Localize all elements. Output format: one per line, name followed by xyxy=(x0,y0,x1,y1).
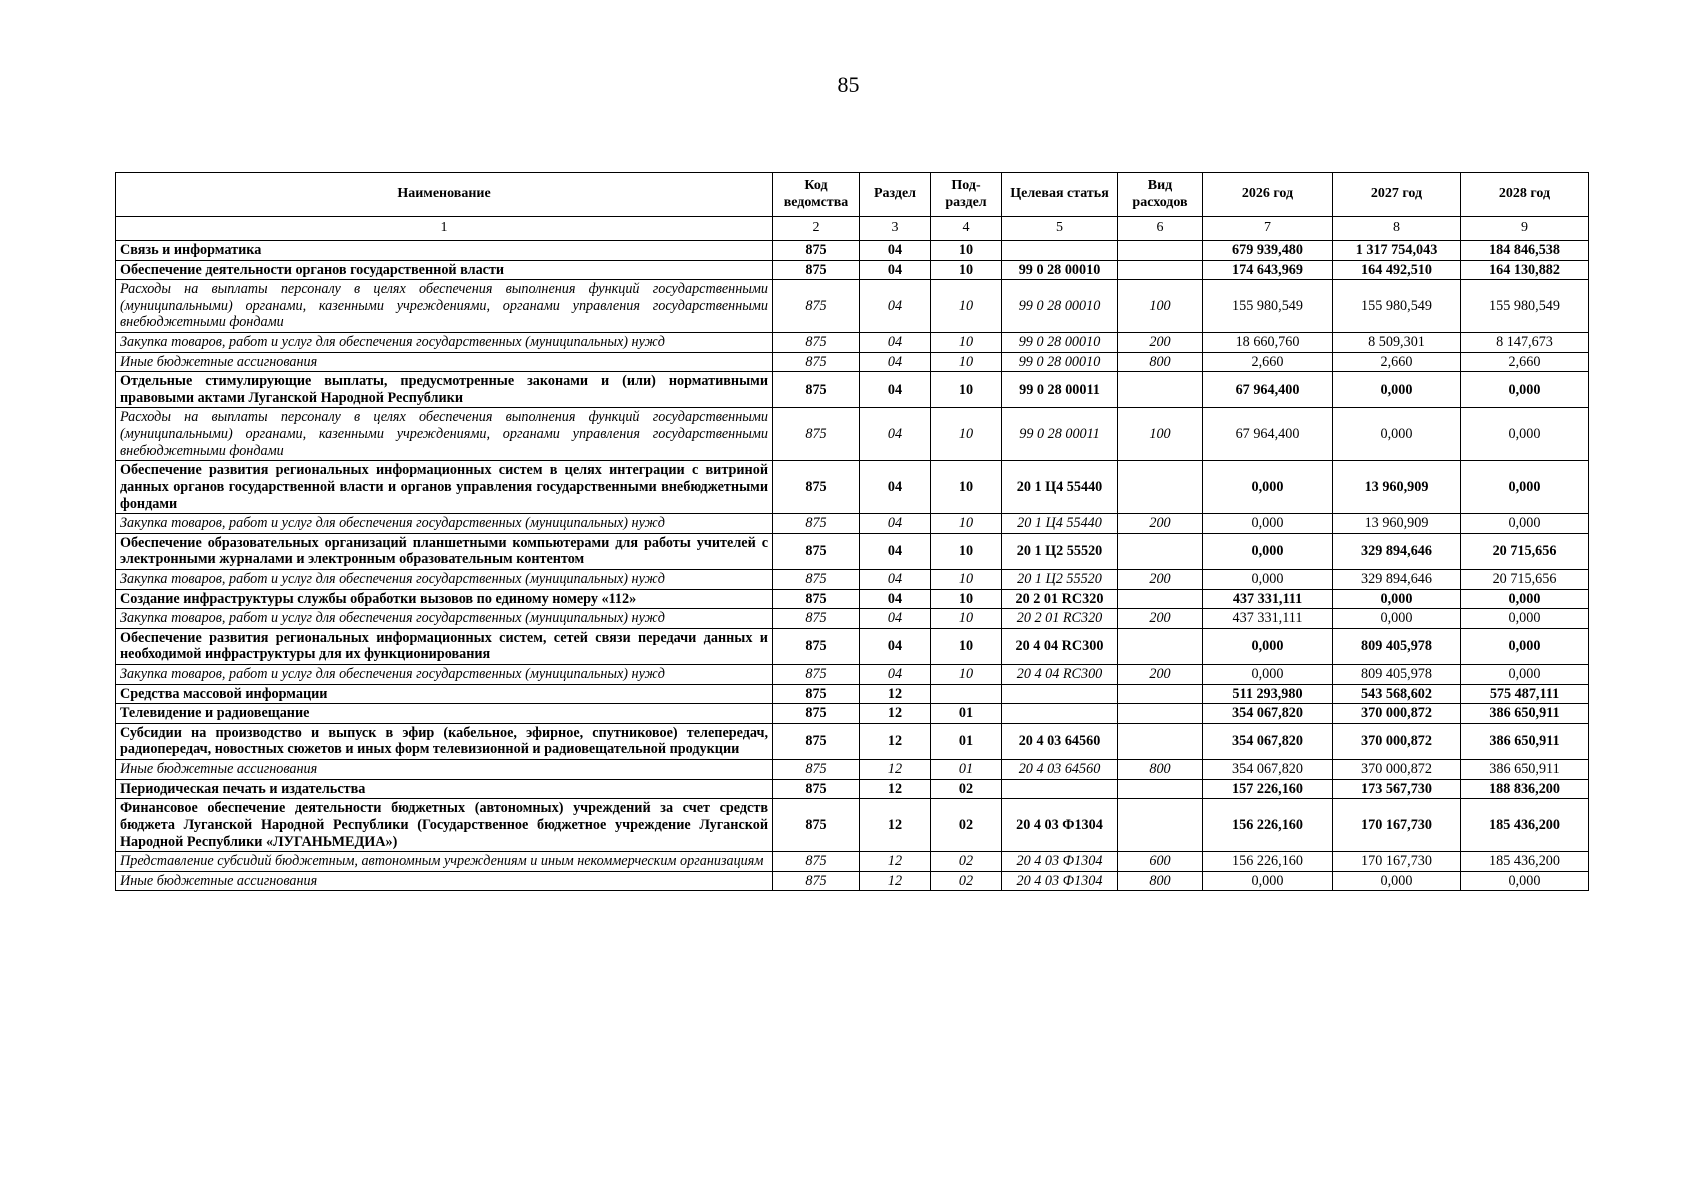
target-article-cell: 99 0 28 00010 xyxy=(1002,280,1118,333)
amount-2027-cell: 0,000 xyxy=(1333,609,1461,629)
agency-code-cell: 875 xyxy=(773,852,860,872)
table-row xyxy=(116,609,1589,629)
subsection-cell: 10 xyxy=(931,241,1002,261)
table-row xyxy=(116,461,1589,514)
subsection-cell xyxy=(931,684,1002,704)
amount-2027-cell: 0,000 xyxy=(1333,871,1461,891)
target-article-cell: 99 0 28 00011 xyxy=(1002,372,1118,408)
column-number-cell: 7 xyxy=(1203,217,1333,241)
amount-2026-cell: 679 939,480 xyxy=(1203,241,1333,261)
table-row xyxy=(116,684,1589,704)
section-cell: 04 xyxy=(860,280,931,333)
section-cell: 12 xyxy=(860,723,931,759)
agency-code-cell: 875 xyxy=(773,628,860,664)
amount-2027-cell: 155 980,549 xyxy=(1333,280,1461,333)
target-article-cell: 20 2 01 RC320 xyxy=(1002,609,1118,629)
table-row xyxy=(116,723,1589,759)
expense-type-cell xyxy=(1118,260,1203,280)
amount-2027-cell: 809 405,978 xyxy=(1333,665,1461,685)
subsection-cell: 10 xyxy=(931,260,1002,280)
table-row xyxy=(116,514,1589,534)
amount-2027-cell: 170 167,730 xyxy=(1333,799,1461,852)
amount-2028-cell: 8 147,673 xyxy=(1461,333,1589,353)
agency-code-cell: 875 xyxy=(773,333,860,353)
expense-type-cell xyxy=(1118,723,1203,759)
agency-code-cell: 875 xyxy=(773,609,860,629)
expense-type-cell: 100 xyxy=(1118,408,1203,461)
section-cell: 04 xyxy=(860,461,931,514)
agency-code-cell: 875 xyxy=(773,533,860,569)
amount-2027-cell: 329 894,646 xyxy=(1333,533,1461,569)
section-cell: 04 xyxy=(860,609,931,629)
table-row xyxy=(116,704,1589,724)
subsection-cell: 01 xyxy=(931,704,1002,724)
expense-type-cell xyxy=(1118,372,1203,408)
amount-2027-cell: 370 000,872 xyxy=(1333,704,1461,724)
name-cell: Обеспечение деятельности органов государственной власти xyxy=(116,260,773,280)
subsection-cell: 10 xyxy=(931,569,1002,589)
table-row xyxy=(116,589,1589,609)
agency-code-cell: 875 xyxy=(773,569,860,589)
amount-2026-cell: 156 226,160 xyxy=(1203,799,1333,852)
amount-2027-cell: 13 960,909 xyxy=(1333,514,1461,534)
column-number-cell: 5 xyxy=(1002,217,1118,241)
agency-code-cell: 875 xyxy=(773,799,860,852)
column-number-cell: 6 xyxy=(1118,217,1203,241)
section-cell: 12 xyxy=(860,704,931,724)
agency-code-cell: 875 xyxy=(773,372,860,408)
name-cell: Обеспечение развития региональных информационных систем в целях интеграции с витриной данных органов государственной власти и органов управления государственными внебюджетными фондами xyxy=(116,461,773,514)
agency-code-cell: 875 xyxy=(773,408,860,461)
name-cell: Финансовое обеспечение деятельности бюджетных (автономных) учреждений за счет средств бюджета Луганской Народной Республики (Государственное бюджетное учреждение Луганской Народной Республики «ЛУГАНЬМЕДИА») xyxy=(116,799,773,852)
amount-2028-cell: 0,000 xyxy=(1461,665,1589,685)
expense-type-cell xyxy=(1118,589,1203,609)
amount-2028-cell: 0,000 xyxy=(1461,372,1589,408)
section-cell: 04 xyxy=(860,514,931,534)
subsection-cell: 02 xyxy=(931,779,1002,799)
expense-type-cell xyxy=(1118,779,1203,799)
subsection-cell: 10 xyxy=(931,280,1002,333)
section-cell: 04 xyxy=(860,665,931,685)
column-number-cell: 3 xyxy=(860,217,931,241)
amount-2026-cell: 437 331,111 xyxy=(1203,589,1333,609)
amount-2026-cell: 67 964,400 xyxy=(1203,372,1333,408)
table-row xyxy=(116,352,1589,372)
column-number-row xyxy=(116,217,1589,241)
name-cell: Иные бюджетные ассигнования xyxy=(116,352,773,372)
amount-2026-cell: 67 964,400 xyxy=(1203,408,1333,461)
expense-type-cell: 200 xyxy=(1118,514,1203,534)
subsection-cell: 10 xyxy=(931,514,1002,534)
column-number-cell: 9 xyxy=(1461,217,1589,241)
amount-2027-cell: 173 567,730 xyxy=(1333,779,1461,799)
section-cell: 04 xyxy=(860,589,931,609)
table-row xyxy=(116,241,1589,261)
table-row xyxy=(116,760,1589,780)
agency-code-cell: 875 xyxy=(773,871,860,891)
target-article-cell: 99 0 28 00010 xyxy=(1002,352,1118,372)
name-cell: Иные бюджетные ассигнования xyxy=(116,760,773,780)
subsection-cell: 01 xyxy=(931,723,1002,759)
amount-2027-cell: 164 492,510 xyxy=(1333,260,1461,280)
amount-2028-cell: 188 836,200 xyxy=(1461,779,1589,799)
amount-2026-cell: 0,000 xyxy=(1203,533,1333,569)
amount-2028-cell: 20 715,656 xyxy=(1461,533,1589,569)
target-article-cell: 20 4 04 RC300 xyxy=(1002,628,1118,664)
expense-type-cell: 200 xyxy=(1118,569,1203,589)
amount-2028-cell: 184 846,538 xyxy=(1461,241,1589,261)
column-number-cell: 1 xyxy=(116,217,773,241)
subsection-cell: 02 xyxy=(931,799,1002,852)
amount-2028-cell: 0,000 xyxy=(1461,628,1589,664)
amount-2028-cell: 0,000 xyxy=(1461,609,1589,629)
section-cell: 04 xyxy=(860,628,931,664)
table-row xyxy=(116,333,1589,353)
amount-2028-cell: 386 650,911 xyxy=(1461,723,1589,759)
subsection-cell: 10 xyxy=(931,408,1002,461)
amount-2026-cell: 2,660 xyxy=(1203,352,1333,372)
expense-type-cell: 100 xyxy=(1118,280,1203,333)
amount-2026-cell: 354 067,820 xyxy=(1203,704,1333,724)
page-number: 85 xyxy=(837,72,860,97)
table-row xyxy=(116,799,1589,852)
amount-2028-cell: 386 650,911 xyxy=(1461,704,1589,724)
agency-code-cell: 875 xyxy=(773,704,860,724)
name-cell: Закупка товаров, работ и услуг для обеспечения государственных (муниципальных) нужд xyxy=(116,665,773,685)
agency-code-header: Код ведомства xyxy=(773,173,860,217)
amount-2027-cell: 170 167,730 xyxy=(1333,852,1461,872)
target-article-cell: 20 2 01 RC320 xyxy=(1002,589,1118,609)
amount-2028-cell: 0,000 xyxy=(1461,461,1589,514)
amount-2028-cell: 0,000 xyxy=(1461,514,1589,534)
subsection-cell: 10 xyxy=(931,589,1002,609)
name-cell: Расходы на выплаты персоналу в целях обеспечения выполнения функций государственными (муниципальными) органами, казенными учреждениями, органами управления государственными внебюджетными фондами xyxy=(116,280,773,333)
subsection-cell: 10 xyxy=(931,352,1002,372)
amount-2028-cell: 155 980,549 xyxy=(1461,280,1589,333)
table-row xyxy=(116,779,1589,799)
target-article-cell: 20 1 Ц4 55440 xyxy=(1002,461,1118,514)
expense-type-cell: 800 xyxy=(1118,352,1203,372)
name-cell: Закупка товаров, работ и услуг для обеспечения государственных (муниципальных) нужд xyxy=(116,514,773,534)
target-article-cell xyxy=(1002,241,1118,261)
section-cell: 12 xyxy=(860,684,931,704)
amount-2027-cell: 0,000 xyxy=(1333,589,1461,609)
agency-code-cell: 875 xyxy=(773,461,860,514)
amount-2026-cell: 437 331,111 xyxy=(1203,609,1333,629)
name-cell: Иные бюджетные ассигнования xyxy=(116,871,773,891)
target-article-cell: 20 4 04 RC300 xyxy=(1002,665,1118,685)
name-cell: Телевидение и радиовещание xyxy=(116,704,773,724)
table-row xyxy=(116,408,1589,461)
target-article-cell: 20 1 Ц2 55520 xyxy=(1002,569,1118,589)
agency-code-cell: 875 xyxy=(773,260,860,280)
subsection-cell: 10 xyxy=(931,665,1002,685)
budget-table xyxy=(115,172,1589,891)
amount-2028-cell: 20 715,656 xyxy=(1461,569,1589,589)
amount-2028-cell: 164 130,882 xyxy=(1461,260,1589,280)
amount-2028-cell: 0,000 xyxy=(1461,871,1589,891)
amount-2027-cell: 0,000 xyxy=(1333,372,1461,408)
target-article-cell: 20 1 Ц4 55440 xyxy=(1002,514,1118,534)
subsection-cell: 02 xyxy=(931,871,1002,891)
name-cell: Закупка товаров, работ и услуг для обеспечения государственных (муниципальных) нужд xyxy=(116,569,773,589)
amount-2027-cell: 8 509,301 xyxy=(1333,333,1461,353)
section-cell: 04 xyxy=(860,533,931,569)
amount-2026-cell: 0,000 xyxy=(1203,461,1333,514)
table-row xyxy=(116,260,1589,280)
name-cell: Представление субсидий бюджетным, автономным учреждениям и иным некоммерческим организациям xyxy=(116,852,773,872)
expense-type-cell: 600 xyxy=(1118,852,1203,872)
table-row xyxy=(116,533,1589,569)
amount-2026-cell: 0,000 xyxy=(1203,665,1333,685)
target-article-cell: 99 0 28 00010 xyxy=(1002,333,1118,353)
target-article-cell: 99 0 28 00010 xyxy=(1002,260,1118,280)
target-article-cell xyxy=(1002,704,1118,724)
name-cell: Средства массовой информации xyxy=(116,684,773,704)
column-number-cell: 8 xyxy=(1333,217,1461,241)
amount-2027-cell: 543 568,602 xyxy=(1333,684,1461,704)
expense-type-cell: 200 xyxy=(1118,665,1203,685)
expense-type-cell xyxy=(1118,799,1203,852)
amount-2027-cell: 1 317 754,043 xyxy=(1333,241,1461,261)
target-article-cell: 20 1 Ц2 55520 xyxy=(1002,533,1118,569)
expense-type-cell xyxy=(1118,533,1203,569)
expense-type-cell: 800 xyxy=(1118,760,1203,780)
section-cell: 12 xyxy=(860,779,931,799)
target-article-header: Целевая статья xyxy=(1002,173,1118,217)
subsection-cell: 10 xyxy=(931,461,1002,514)
amount-2027-cell: 370 000,872 xyxy=(1333,723,1461,759)
section-cell: 04 xyxy=(860,408,931,461)
table-row xyxy=(116,665,1589,685)
amount-2026-cell: 18 660,760 xyxy=(1203,333,1333,353)
name-cell: Связь и информатика xyxy=(116,241,773,261)
name-cell: Закупка товаров, работ и услуг для обеспечения государственных (муниципальных) нужд xyxy=(116,609,773,629)
name-cell: Расходы на выплаты персоналу в целях обеспечения выполнения функций государственными (муниципальными) органами, казенными учреждениями, органами управления государственными внебюджетными фондами xyxy=(116,408,773,461)
name-cell: Отдельные стимулирующие выплаты, предусмотренные законами и (или) нормативными правовыми актами Луганской Народной Республики xyxy=(116,372,773,408)
year-2026-header: 2026 год xyxy=(1203,173,1333,217)
section-cell: 04 xyxy=(860,372,931,408)
amount-2027-cell: 809 405,978 xyxy=(1333,628,1461,664)
name-cell: Закупка товаров, работ и услуг для обеспечения государственных (муниципальных) нужд xyxy=(116,333,773,353)
section-cell: 04 xyxy=(860,352,931,372)
name-cell: Субсидии на производство и выпуск в эфир (кабельное, эфирное, спутниковое) телепередач, радиопередач, новостных сюжетов и иных форм телевизионной и радиовещательной продукции xyxy=(116,723,773,759)
target-article-cell: 20 4 03 Ф1304 xyxy=(1002,799,1118,852)
subsection-cell: 10 xyxy=(931,333,1002,353)
amount-2027-cell: 13 960,909 xyxy=(1333,461,1461,514)
amount-2028-cell: 575 487,111 xyxy=(1461,684,1589,704)
table-row xyxy=(116,372,1589,408)
amount-2026-cell: 174 643,969 xyxy=(1203,260,1333,280)
amount-2027-cell: 0,000 xyxy=(1333,408,1461,461)
expense-type-cell: 200 xyxy=(1118,333,1203,353)
name-cell: Создание инфраструктуры службы обработки вызовов по единому номеру «112» xyxy=(116,589,773,609)
amount-2026-cell: 0,000 xyxy=(1203,628,1333,664)
expense-type-cell: 200 xyxy=(1118,609,1203,629)
table-row xyxy=(116,569,1589,589)
subsection-cell: 10 xyxy=(931,372,1002,408)
amount-2028-cell: 386 650,911 xyxy=(1461,760,1589,780)
section-cell: 12 xyxy=(860,871,931,891)
subsection-cell: 10 xyxy=(931,628,1002,664)
amount-2026-cell: 0,000 xyxy=(1203,514,1333,534)
name-cell: Обеспечение развития региональных информационных систем, сетей связи передачи данных и необходимой инфраструктуры для их функционирования xyxy=(116,628,773,664)
table-row xyxy=(116,628,1589,664)
agency-code-cell: 875 xyxy=(773,684,860,704)
section-header: Раздел xyxy=(860,173,931,217)
section-cell: 04 xyxy=(860,569,931,589)
amount-2028-cell: 0,000 xyxy=(1461,408,1589,461)
agency-code-cell: 875 xyxy=(773,779,860,799)
target-article-cell xyxy=(1002,684,1118,704)
section-cell: 04 xyxy=(860,333,931,353)
year-2027-header: 2027 год xyxy=(1333,173,1461,217)
amount-2026-cell: 354 067,820 xyxy=(1203,723,1333,759)
expense-type-cell xyxy=(1118,684,1203,704)
table-row xyxy=(116,852,1589,872)
amount-2026-cell: 511 293,980 xyxy=(1203,684,1333,704)
header-row xyxy=(116,173,1589,217)
column-number-cell: 4 xyxy=(931,217,1002,241)
expense-type-cell xyxy=(1118,461,1203,514)
table-row xyxy=(116,871,1589,891)
amount-2026-cell: 157 226,160 xyxy=(1203,779,1333,799)
name-header: Наименование xyxy=(116,173,773,217)
agency-code-cell: 875 xyxy=(773,589,860,609)
table-body xyxy=(116,241,1589,891)
expense-type-header: Вид расходов xyxy=(1118,173,1203,217)
target-article-cell: 99 0 28 00011 xyxy=(1002,408,1118,461)
table-row xyxy=(116,280,1589,333)
agency-code-cell: 875 xyxy=(773,280,860,333)
amount-2026-cell: 354 067,820 xyxy=(1203,760,1333,780)
target-article-cell: 20 4 03 64560 xyxy=(1002,760,1118,780)
subsection-cell: 02 xyxy=(931,852,1002,872)
subsection-cell: 10 xyxy=(931,533,1002,569)
amount-2028-cell: 185 436,200 xyxy=(1461,799,1589,852)
agency-code-cell: 875 xyxy=(773,514,860,534)
section-cell: 12 xyxy=(860,799,931,852)
expense-type-cell xyxy=(1118,628,1203,664)
section-cell: 12 xyxy=(860,852,931,872)
amount-2026-cell: 156 226,160 xyxy=(1203,852,1333,872)
expense-type-cell: 800 xyxy=(1118,871,1203,891)
amount-2026-cell: 0,000 xyxy=(1203,569,1333,589)
amount-2028-cell: 2,660 xyxy=(1461,352,1589,372)
target-article-cell: 20 4 03 Ф1304 xyxy=(1002,871,1118,891)
subsection-cell: 01 xyxy=(931,760,1002,780)
amount-2026-cell: 0,000 xyxy=(1203,871,1333,891)
section-cell: 04 xyxy=(860,260,931,280)
amount-2026-cell: 155 980,549 xyxy=(1203,280,1333,333)
column-number-cell: 2 xyxy=(773,217,860,241)
target-article-cell: 20 4 03 Ф1304 xyxy=(1002,852,1118,872)
target-article-cell: 20 4 03 64560 xyxy=(1002,723,1118,759)
amount-2028-cell: 185 436,200 xyxy=(1461,852,1589,872)
section-cell: 04 xyxy=(860,241,931,261)
agency-code-cell: 875 xyxy=(773,352,860,372)
agency-code-cell: 875 xyxy=(773,241,860,261)
section-cell: 12 xyxy=(860,760,931,780)
amount-2027-cell: 329 894,646 xyxy=(1333,569,1461,589)
target-article-cell xyxy=(1002,779,1118,799)
agency-code-cell: 875 xyxy=(773,665,860,685)
subsection-header: Под-раздел xyxy=(931,173,1002,217)
expense-type-cell xyxy=(1118,241,1203,261)
subsection-cell: 10 xyxy=(931,609,1002,629)
expense-type-cell xyxy=(1118,704,1203,724)
amount-2027-cell: 370 000,872 xyxy=(1333,760,1461,780)
agency-code-cell: 875 xyxy=(773,760,860,780)
year-2028-header: 2028 год xyxy=(1461,173,1589,217)
agency-code-cell: 875 xyxy=(773,723,860,759)
name-cell: Обеспечение образовательных организаций планшетными компьютерами для работы учителей с электронными журналами и электронным образовательным контентом xyxy=(116,533,773,569)
name-cell: Периодическая печать и издательства xyxy=(116,779,773,799)
amount-2028-cell: 0,000 xyxy=(1461,589,1589,609)
amount-2027-cell: 2,660 xyxy=(1333,352,1461,372)
